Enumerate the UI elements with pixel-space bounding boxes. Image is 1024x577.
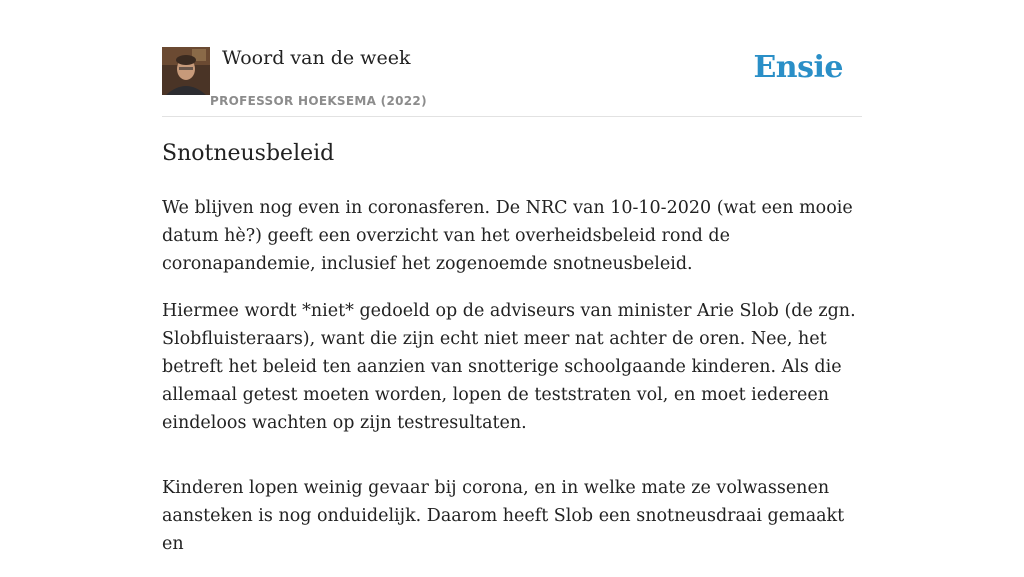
- brand-logo[interactable]: Ensie: [753, 50, 843, 85]
- article-paragraph: We blijven nog even in coronasferen. De NRC van 10-10-2020 (wat een mooie datum hè?) geeft een overzicht van het overheidsbeleid rond de coronapandemie, inclusief het zogenoemde snotneusbeleid.: [162, 198, 853, 274]
- article: [162, 138, 862, 577]
- header: [162, 46, 862, 117]
- article-paragraph: Hiermee wordt *niet* gedoeld op de adviseurs van minister Arie Slob (de zgn. Slobfluisteraars), want die zijn echt niet meer nat achter de oren. Nee, het betreft het beleid ten aanzien van snotterige schoolgaande kinderen. Als die allemaal getest moeten worden, lopen de teststraten vol, en moet iedereen eindeloos wachten op zijn testresultaten.: [162, 301, 856, 433]
- avatar[interactable]: [162, 47, 210, 95]
- blog-title[interactable]: Woord van de week: [222, 47, 411, 69]
- author-photo: [162, 47, 210, 95]
- author-name[interactable]: PROFESSOR HOEKSEMA (2022): [210, 94, 427, 108]
- article-paragraph: Kinderen lopen weinig gevaar bij corona, en in welke mate ze volwassenen aansteken is nog onduidelijk. Daarom heeft Slob een snotneusdraai gemaakt en: [162, 478, 845, 554]
- article-title: Snotneusbeleid: [162, 141, 335, 166]
